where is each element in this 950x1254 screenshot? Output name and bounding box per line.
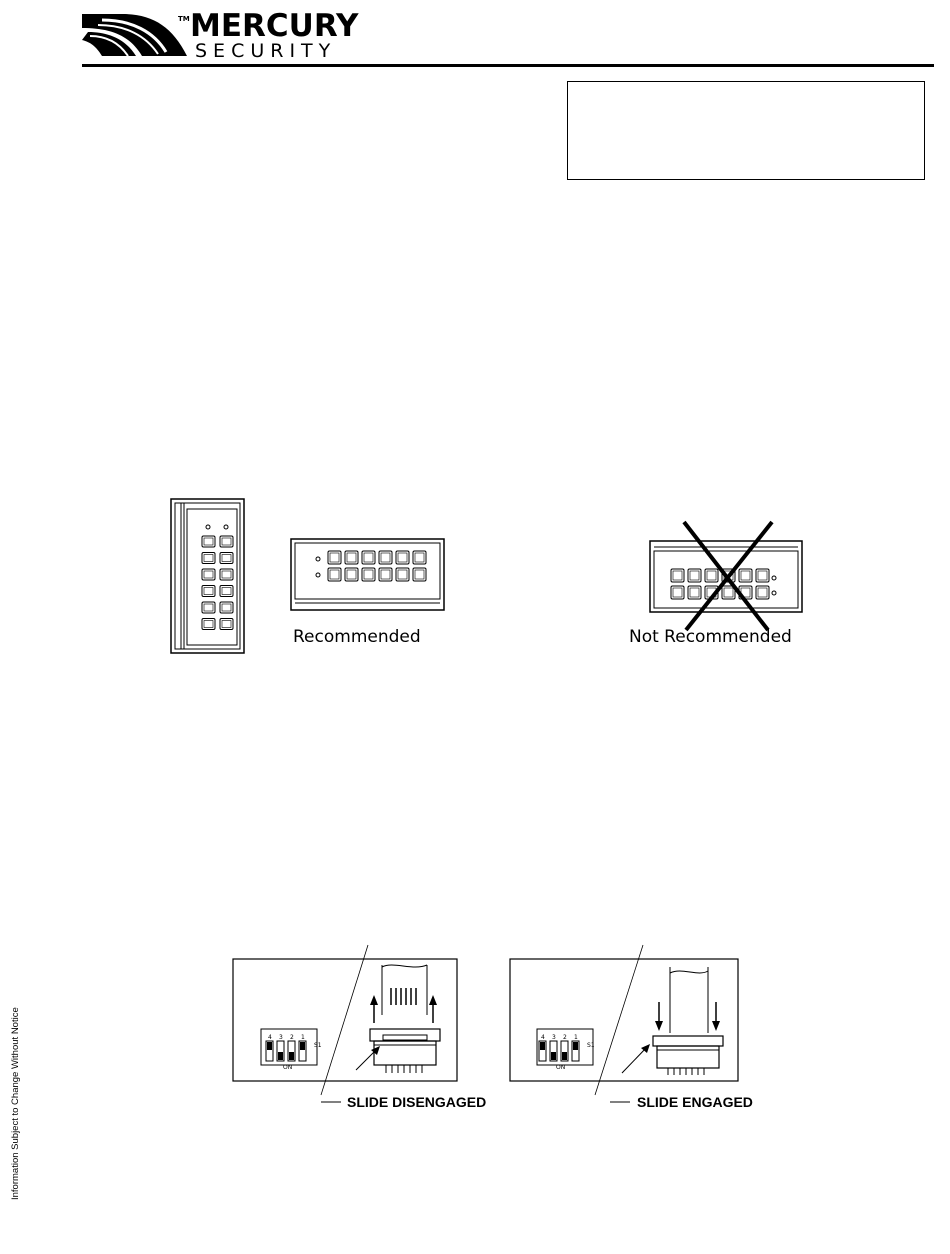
brand-name: MERCURY xyxy=(190,8,359,44)
side-note: Information Subject to Change Without Notice xyxy=(10,1007,21,1200)
dip-switch-number: 1 xyxy=(574,1034,578,1041)
connector-disengaged-illustration xyxy=(233,945,463,1085)
label-slide-engaged: SLIDE ENGAGED xyxy=(637,1094,753,1110)
connector-engaged-illustration xyxy=(510,945,740,1085)
cross-out-icon xyxy=(680,520,780,635)
header-rule xyxy=(82,64,934,67)
switch-label: S1 xyxy=(587,1042,595,1049)
switch-on-label: ON xyxy=(556,1064,566,1071)
horizontal-keypad-illustration xyxy=(290,538,450,613)
dip-switch-number: 2 xyxy=(290,1034,294,1041)
dip-switch-number: 3 xyxy=(552,1034,556,1041)
switch-label: S1 xyxy=(314,1042,322,1049)
dip-switch-number: 2 xyxy=(563,1034,567,1041)
dip-switch-number: 1 xyxy=(301,1034,305,1041)
vertical-keypad-illustration xyxy=(170,498,250,658)
info-box xyxy=(567,81,925,180)
trademark-mark: TM xyxy=(178,15,190,23)
brand-subname: SECURITY xyxy=(195,40,337,62)
caption-recommended: Recommended xyxy=(293,627,421,647)
caption-not-recommended: Not Recommended xyxy=(629,627,792,647)
dip-switch-number: 4 xyxy=(268,1034,272,1041)
dip-switch-number: 4 xyxy=(541,1034,545,1041)
switch-on-label: ON xyxy=(283,1064,293,1071)
dip-switch-number: 3 xyxy=(279,1034,283,1041)
label-slide-disengaged: SLIDE DISENGAGED xyxy=(347,1094,487,1110)
